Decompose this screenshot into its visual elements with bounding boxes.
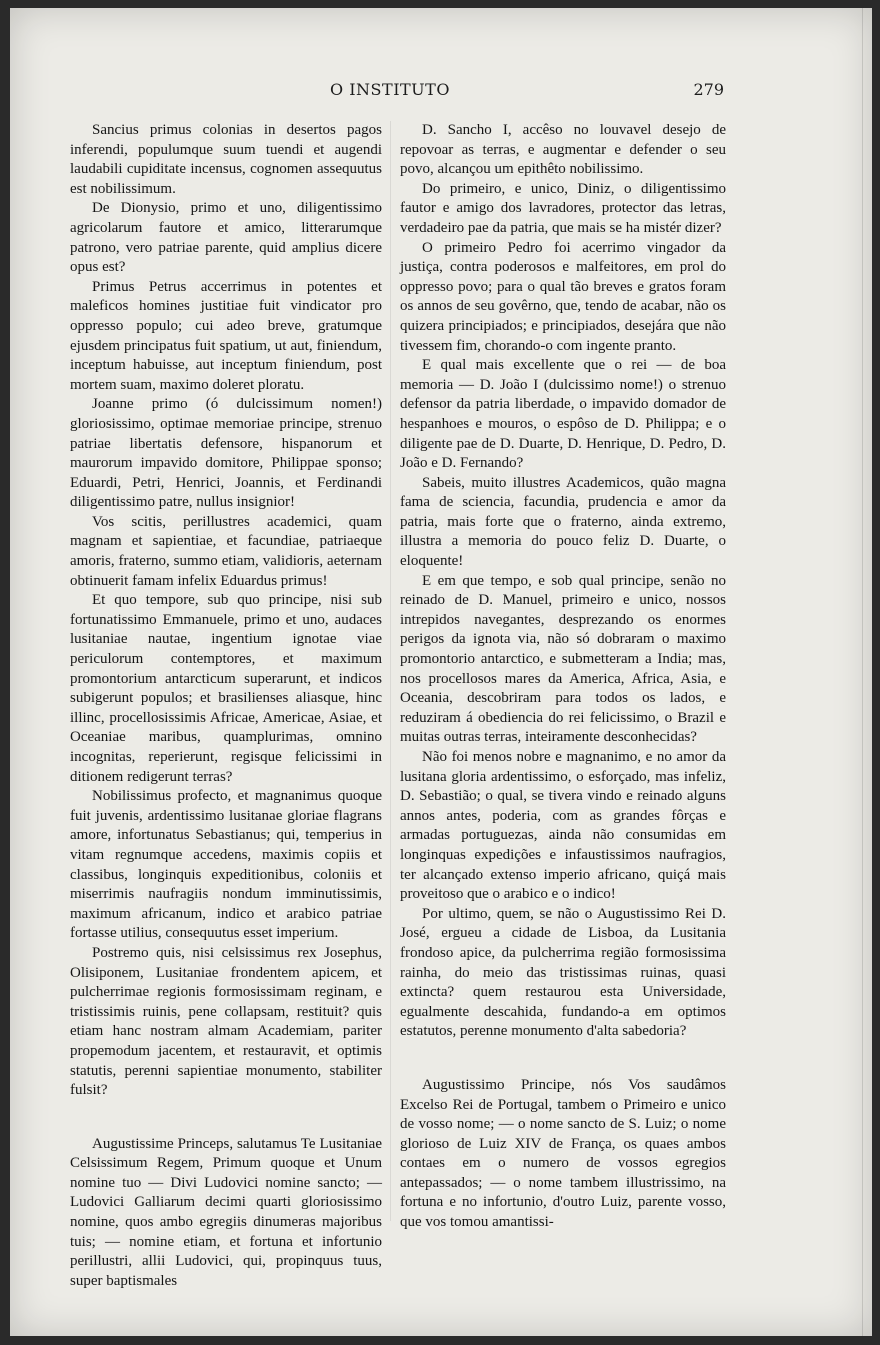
portuguese-paragraph-jose: Por ultimo, quem, se não o Augustissimo Rei D. José, ergueu a cidade de Lisboa, da Lusitania frondoso apice, da pulcherrima região formosissima rainha, do meio das tristissimas ruinas, quasi extincta? quem restaurou esta Universidade, egualmente descahida, fundando-a em optimos estatutos, perenne monumento d'alta sabedoria? — [400, 905, 726, 1040]
portuguese-paragraph-sebastiao: Não foi menos nobre e magnanimo, e no amor da lusitana gloria ardentissimo, o esforçado, mas infeliz, D. Sebastião; o qual, se tivera vindo e reinado alguns annos antes, poderia, com as grandes fôrças e armadas portuguezas, ainda não consumidas em longinquas expedições e infaustissimos naufragios, ter alcançado extenso imperio africano, quiçá mais proveitoso que o arabico e o indico! — [400, 749, 726, 903]
portuguese-paragraph-joao: E qual mais excellente que o rei — de boa memoria — D. João I (dulcissimo nome!) o strenuo defensor da patria liberdade, o impavido domador de hespanhoes e mouros, o espôso de D. Philippa; e o diligente pae de D. Duarte, D. Henrique, D. Pedro, D. João e D. Fernando? — [400, 357, 726, 472]
latin-paragraph-petrus: Primus Petrus accerrimus in potentes et maleficos homines justitiae fuit vindicator pro oppresso populo; cui adeo breve, gratumque ejusdem principatus fuit spatium, ut aut, finiendum, inceptum habuisse, aut inceptum finiendum, post mortem suam, maximo doleret ploratu. — [70, 278, 382, 393]
latin-paragraph-josephus: Postremo quis, nisi celsissimus rex Josephus, Olisiponem, Lusitaniae frondentem apicem, et pulcherrimae regionis formosissimam reginam, e tristissimis ruinis, pene collapsam, restituit? quis etiam hanc nostram almam Academiam, pariter propemodum jacentem, et restauravit, et optimis statutis, perenni sapientiae monumento, stabiliter fulsit? — [70, 944, 382, 1099]
portuguese-column — [400, 121, 726, 1233]
latin-paragraph-emmanuel: Et quo tempore, sub quo principe, nisi sub fortunatissimo Emmanuele, primo et uno, audaces lusitaniae nautae, ingentium ignotae viae periculorum contemptores, et maximum promontorium antarcticum superarunt, et indicos subigerunt populos; et brasilienses aliasque, hinc illinc, procellosissimis Africae, Americae, Asiae, et Oceaniae maribus, quamplurimas, omnino incognitas, reperierunt, regisque felicissimi in ditionem redigerunt terras? — [70, 592, 382, 785]
portuguese-paragraph-diniz: Do primeiro, e unico, Diniz, o diligentissimo fautor e amigo dos lavradores, protector das letras, verdadeiro pae da patria, que mais se ha mistér dizer? — [400, 180, 726, 236]
page-header — [10, 80, 872, 102]
column-divider — [390, 121, 391, 1221]
latin-paragraph-dionysio: De Dionysio, primo et uno, diligentissimo agricolarum fautore et amico, litterarumque patrono, vero patriae parente, quid amplius dicere opus est? — [70, 200, 382, 276]
latin-paragraph-joanne: Joanne primo (ó dulcissimum nomen!) gloriosissimo, optimae memoriae principe, strenuo patriae libertatis defensore, hispanorum et maurorum impavido domitore, Philippae sponso; Eduardi, Petri, Henrici, Joannis, et Ferdinandi diligentissimo patre, nullus insignior! — [70, 396, 382, 511]
portuguese-paragraph-duarte: Sabeis, muito illustres Academicos, quão magna fama de sciencia, facundia, prudencia e amor da patria, mais forte que o fraterno, ainda extremo, illustra a memoria do pouco feliz D. Duarte, o eloquente! — [400, 474, 726, 570]
page-sheet — [10, 8, 872, 1336]
latin-paragraph-sancius: Sancius primus colonias in desertos pagos inferendi, populumque suum tuendi et augendi laudabili cupiditate incensus, cognomen assequutus est nobilissimum. — [70, 122, 382, 197]
portuguese-paragraph-pedro: O primeiro Pedro foi acerrimo vingador da justiça, contra poderosos e malfeitores, em prol do oppresso povo; para o qual tão breves e gratos foram os annos de seu govêrno, que, tendo de acabar, não os quizera principiados; e principiados, desejára que não tivessem fim, chorando-o com ingente pranto. — [400, 239, 726, 354]
running-title: O INSTITUTO — [330, 80, 450, 99]
portuguese-paragraph-address: Augustissimo Principe, nós Vos saudâmos Excelso Rei de Portugal, tambem o Primeiro e unico de vosso nome; — o nome sancto de S. Luiz; o nome glorioso de Luiz XIV de França, os quaes ambos contaes em o numero de vossos egregios antepassados; — o nome tambem illustrissimo, na fortuna e no infortunio, d'outro Luiz, parente vosso, que vos tomou amantissi- — [400, 1076, 726, 1231]
page-number: 279 — [693, 80, 724, 99]
portuguese-paragraph-manuel: E em que tempo, e sob qual principe, senão no reinado de D. Manuel, primeiro e unico, nossos intrepidos navegantes, desprezando os enormes perigos da ignota via, não só dobraram o maximo promontorio antarctico, e submetteram a India; mas, nos procellosos mares da America, Africa, Asia, e Oceania, descobriram para todos os lados, e reduziram á obediencia do rei felicissimo, o Brazil e muitas outras terras, inteiramente desconhecidas? — [400, 572, 726, 746]
page-edge-shadow — [862, 8, 863, 1336]
latin-paragraph-address: Augustissime Princeps, salutamus Te Lusitaniae Celsissimum Regem, Primum quoque et Unum nomine tuo — Divi Ludovici nomine sancto; — Ludovici Galliarum decimi quarti gloriosissimo nomine, quos ambo egregiis dinumeras majoribus tuis; — nomine etiam, et fortuna et infortunio perillustri, allii Ludovici, qui, propinquus tuus, super baptismales — [70, 1135, 382, 1289]
portuguese-paragraph-sancho: D. Sancho I, accêso no louvavel desejo de repovoar as terras, e augmentar e defender o seu povo, alcançou um epithêto nobilissimo. — [400, 122, 726, 178]
latin-column — [70, 121, 382, 1291]
latin-paragraph-eduardus: Vos scitis, perillustres academici, quam magnam et sapientiae, et facundiae, patriaeque amoris, fraterno, summo etiam, validioris, aeternam obtinuerit famam infelix Eduardus primus! — [70, 513, 382, 589]
latin-paragraph-sebastianus: Nobilissimus profecto, et magnanimus quoque fuit juvenis, ardentissimo lusitanae gloriae flagrans amore, infortunatus Sebastianus; qui, temperius in vitam regnumque accedens, maximis copiis et classibus, longinquis expeditionibus, coloniis et miserrimis naufragiis nondum imminutissimis, maximum africanum, indico et arabico patriae fortasse utilius, consequutus esset imperium. — [70, 788, 382, 942]
